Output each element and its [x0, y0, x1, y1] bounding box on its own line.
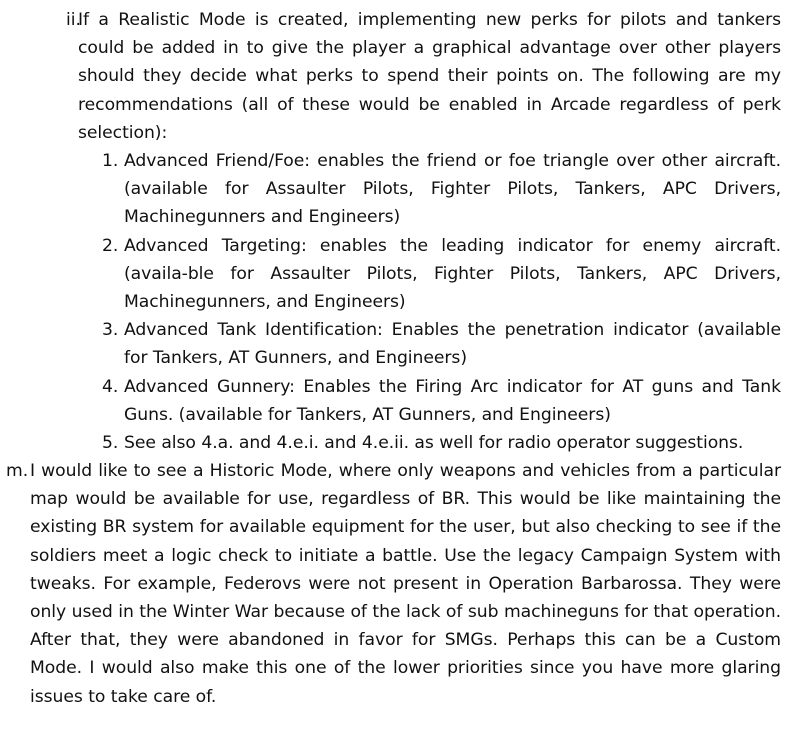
perk-advanced-tank-identification: Advanced Tank Identification: Enables the penetration indicator (available for Tankers, AT Gunners, and Engineers) [124, 320, 781, 369]
perk-see-also: See also 4.a. and 4.e.i. and 4.e.ii. as well for radio operator suggestions. [124, 433, 744, 453]
paragraph-historic-mode: I would like to see a Historic Mode, where only weapons and vehicles from a particular map would be available for use, regardless of BR. This would be like maintaining the existing BR system for available equipment for the user, but also checking to see if the soldiers meet a logic check to initiate a battle. Use the legacy Campaign System with tweaks. For example, Federovs were not present in Operation Barbarossa. They were only used in the Winter War because of the lack of sub machineguns for that operation. After that, they were abandoned in favor for SMGs. Perhaps this can be a Custom Mode. I would also make this one of the lower priorities since you have more glaring issues to take care of. [30, 461, 781, 707]
list-marker-ii: ii. [66, 10, 82, 30]
list-marker-1: 1. [102, 151, 119, 171]
list-marker-5: 5. [102, 433, 119, 453]
paragraph-realistic-mode: If a Realistic Mode is created, implementing new perks for pilots and tankers could be added in to give the player a graphical advantage over other players should they decide what perks to spend their points on. The following are my recommendations (all of these would be enabled in Arcade regardless of perk selection): [78, 10, 781, 143]
list-marker-3: 3. [102, 320, 119, 340]
perk-advanced-friend-foe: Advanced Friend/Foe: enables the friend or foe triangle over other aircraft. (available for Assaulter Pilots, Fighter Pilots, Tankers, APC Drivers, Machinegunners and Engineers) [124, 151, 781, 228]
list-marker-4: 4. [102, 377, 119, 397]
perk-advanced-targeting: Advanced Targeting: enables the leading indicator for enemy aircraft. (availa-ble for Assaulter Pilots, Fighter Pilots, Tankers, APC Drivers, Machinegunners, and Engineers) [124, 236, 781, 313]
perk-advanced-gunnery: Advanced Gunnery: Enables the Firing Arc indicator for AT guns and Tank Guns. (available for Tankers, AT Gunners, and Engineers) [124, 377, 781, 426]
list-marker-2: 2. [102, 236, 119, 256]
list-marker-m: m. [6, 461, 29, 481]
